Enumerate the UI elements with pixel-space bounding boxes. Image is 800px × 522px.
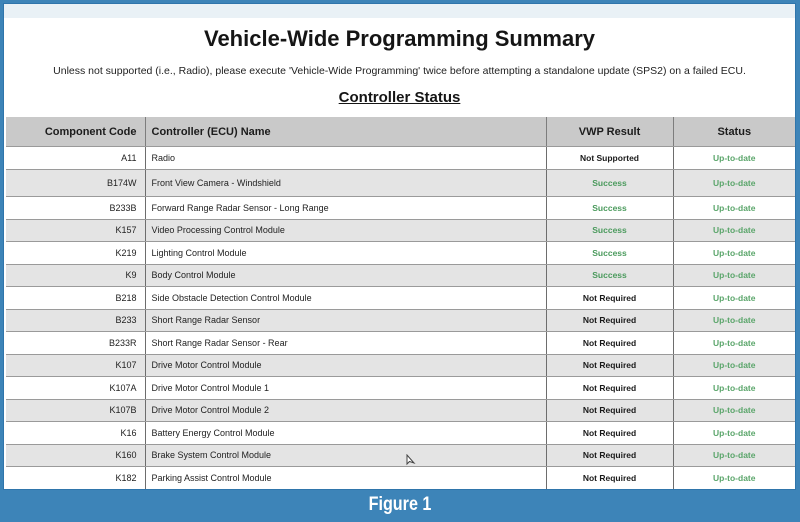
vwp-result-cell: Not Required	[546, 467, 673, 490]
controller-name-cell: Brake System Control Module	[145, 444, 546, 467]
component-code-cell: K9	[6, 264, 145, 287]
controller-name-cell: Radio	[145, 147, 546, 170]
status-cell: Up-to-date	[673, 219, 795, 242]
component-code-cell: K157	[6, 219, 145, 242]
header-component-code[interactable]: Component Code	[6, 117, 145, 147]
status-cell: Up-to-date	[673, 197, 795, 220]
page-title: Vehicle-Wide Programming Summary	[203, 26, 596, 51]
vwp-result-cell: Success	[546, 170, 673, 197]
component-code-cell: B174W	[6, 170, 145, 197]
table-row[interactable]	[6, 377, 795, 400]
vwp-result-cell: Not Required	[546, 309, 673, 332]
controller-name-cell: Side Obstacle Detection Control Module	[145, 287, 546, 310]
status-cell: Up-to-date	[673, 264, 795, 287]
vwp-result-cell: Not Required	[546, 287, 673, 310]
status-cell: Up-to-date	[673, 354, 795, 377]
vwp-result-cell: Success	[546, 242, 673, 265]
figure-caption: Figure 1	[368, 494, 432, 515]
controller-name-cell: Drive Motor Control Module	[145, 354, 546, 377]
table-row[interactable]	[6, 354, 795, 377]
status-cell: Up-to-date	[673, 444, 795, 467]
status-cell: Up-to-date	[673, 147, 795, 170]
component-code-cell: B233R	[6, 332, 145, 355]
vwp-result-cell: Not Required	[546, 354, 673, 377]
mouse-cursor-icon	[406, 454, 416, 466]
table-row[interactable]	[6, 147, 795, 170]
status-cell: Up-to-date	[673, 242, 795, 265]
table-row[interactable]	[6, 309, 795, 332]
controller-name-cell: Short Range Radar Sensor	[145, 309, 546, 332]
controller-name-cell: Body Control Module	[145, 264, 546, 287]
controller-name-cell: Battery Energy Control Module	[145, 422, 546, 445]
vwp-result-cell: Success	[546, 219, 673, 242]
status-cell: Up-to-date	[673, 467, 795, 490]
component-code-cell: K107A	[6, 377, 145, 400]
component-code-cell: K107	[6, 354, 145, 377]
table-row[interactable]	[6, 219, 795, 242]
controller-name-cell: Drive Motor Control Module 2	[145, 399, 546, 422]
table-row[interactable]	[6, 467, 795, 490]
controller-name-cell: Drive Motor Control Module 1	[145, 377, 546, 400]
status-cell: Up-to-date	[673, 309, 795, 332]
status-cell: Up-to-date	[673, 399, 795, 422]
controller-name-cell: Forward Range Radar Sensor - Long Range	[145, 197, 546, 220]
window-top-strip	[4, 4, 795, 18]
instruction-text: Unless not supported (i.e., Radio), please execute 'Vehicle-Wide Programming' twice before attempting a standalone update (SPS2) on a failed ECU.	[53, 65, 746, 77]
vwp-result-cell: Not Required	[546, 332, 673, 355]
table-row[interactable]	[6, 444, 795, 467]
status-cell: Up-to-date	[673, 332, 795, 355]
vwp-result-cell: Not Required	[546, 377, 673, 400]
header-vwp-result[interactable]: VWP Result	[546, 117, 673, 147]
status-cell: Up-to-date	[673, 422, 795, 445]
table-header-row	[6, 117, 795, 147]
controller-name-cell: Front View Camera - Windshield	[145, 170, 546, 197]
component-code-cell: B233	[6, 309, 145, 332]
summary-window	[3, 3, 796, 490]
controller-status-table	[6, 117, 795, 490]
table-row[interactable]	[6, 422, 795, 445]
controller-name-cell: Short Range Radar Sensor - Rear	[145, 332, 546, 355]
vwp-result-cell: Not Required	[546, 399, 673, 422]
table-row[interactable]	[6, 287, 795, 310]
controller-name-cell: Lighting Control Module	[145, 242, 546, 265]
vwp-result-cell: Not Supported	[546, 147, 673, 170]
table-row[interactable]	[6, 170, 795, 197]
table-row[interactable]	[6, 242, 795, 265]
vwp-result-cell: Not Required	[546, 422, 673, 445]
table-row[interactable]	[6, 197, 795, 220]
table-row[interactable]	[6, 264, 795, 287]
table-row[interactable]	[6, 399, 795, 422]
vwp-result-cell: Not Required	[546, 444, 673, 467]
component-code-cell: K182	[6, 467, 145, 490]
component-code-cell: A11	[6, 147, 145, 170]
component-code-cell: K160	[6, 444, 145, 467]
component-code-cell: K219	[6, 242, 145, 265]
status-cell: Up-to-date	[673, 377, 795, 400]
status-cell: Up-to-date	[673, 170, 795, 197]
component-code-cell: K16	[6, 422, 145, 445]
component-code-cell: B218	[6, 287, 145, 310]
section-title: Controller Status	[338, 89, 461, 106]
component-code-cell: B233B	[6, 197, 145, 220]
component-code-cell: K107B	[6, 399, 145, 422]
controller-name-cell: Video Processing Control Module	[145, 219, 546, 242]
vwp-result-cell: Success	[546, 197, 673, 220]
controller-name-cell: Parking Assist Control Module	[145, 467, 546, 490]
vwp-result-cell: Success	[546, 264, 673, 287]
status-cell: Up-to-date	[673, 287, 795, 310]
header-controller-name[interactable]: Controller (ECU) Name	[145, 117, 546, 147]
header-status[interactable]: Status	[673, 117, 795, 147]
table-row[interactable]	[6, 332, 795, 355]
